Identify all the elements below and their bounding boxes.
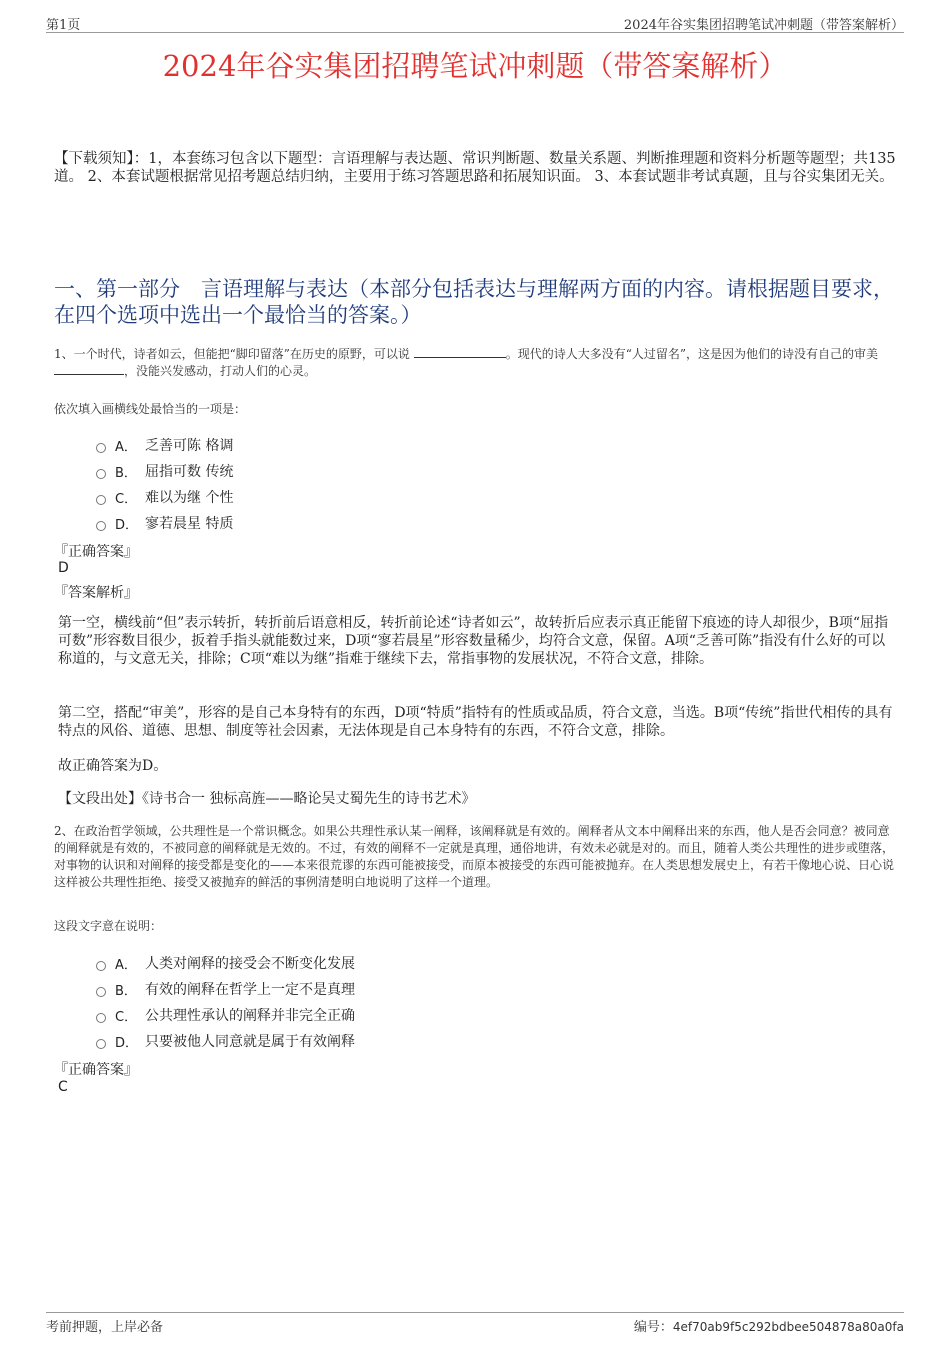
- document-title: 2024年谷实集团招聘笔试冲刺题（带答案解析）: [162, 49, 788, 83]
- option-d[interactable]: D． 只要被他人同意就是属于有效阐释: [96, 1028, 856, 1054]
- option-c[interactable]: C． 难以为继 个性: [96, 484, 856, 510]
- source-note: 【文段出处】《诗书合一 独标高旌——略论吴丈蜀先生的诗书艺术》: [58, 791, 476, 807]
- option-c[interactable]: C． 公共理性承认的阐释并非完全正确: [96, 1002, 856, 1028]
- radio-icon[interactable]: [96, 987, 106, 997]
- document-code: 编号：4ef70ab9f5c292bdbee504878a80a0fa: [633, 1320, 904, 1335]
- radio-icon[interactable]: [96, 961, 106, 971]
- fill-blank-2: [54, 363, 124, 375]
- page-footer: [46, 1312, 904, 1333]
- question-1-stem: [54, 346, 900, 380]
- section-heading: 一、第一部分 言语理解与表达（本部分包括表达与理解两方面的内容。请根据题目要求，在四个选项中选出一个最恰当的答案。）: [54, 277, 894, 327]
- radio-icon[interactable]: [96, 1039, 106, 1049]
- question-1-prompt: 依次填入画横线处最恰当的一项是：: [54, 402, 247, 416]
- question-2-options: [96, 950, 856, 1054]
- header-doc-title: 2024年谷实集团招聘笔试冲刺题（带答案解析）: [623, 18, 904, 33]
- option-a[interactable]: A． 乏善可陈 格调: [96, 432, 856, 458]
- q1-stem-part1: 1、一个时代，诗者如云，但能把“脚印留落”在历史的原野，可以说: [54, 347, 410, 361]
- radio-icon[interactable]: [96, 469, 106, 479]
- option-a[interactable]: A． 人类对阐释的接受会不断变化发展: [96, 950, 856, 976]
- question-2-prompt: 这段文字意在说明：: [54, 919, 163, 933]
- analysis-conclusion: 故正确答案为D。: [58, 758, 168, 774]
- analysis-paragraph: 第一空，横线前“但”表示转折，转折前后语意相反，转折前论述“诗者如云”，故转折后应表示真正能留下痕迹的诗人却很少，B项“屈指可数”形容数目很少，扳着手指头就能数过来，D项“寥若晨星”形容数量稀少，均符合文意，保留。A项“乏善可陈”指没有什么好的可以称道的，与文意无关，排除；C项“难以为继”指难于继续下去，常指事物的发展状况，不符合文意，排除。: [58, 615, 889, 667]
- analysis-paragraph: 第二空，搭配“审美”，形容的是自己本身特有的东西，D项“特质”指特有的性质或品质，符合文意，当选。B项“传统”指世代相传的具有特点的风俗、道德、思想、制度等社会因素，无法体现是自己本身特有的东西，不符合文意，排除。: [58, 705, 893, 739]
- fill-blank-1: [414, 346, 506, 358]
- radio-icon[interactable]: [96, 495, 106, 505]
- option-d[interactable]: D． 寥若晨星 特质: [96, 510, 856, 536]
- question-1-options: [96, 432, 856, 536]
- radio-icon[interactable]: [96, 1013, 106, 1023]
- page-number: 第1页: [46, 18, 81, 33]
- q1-stem-part2: 。现代的诗人大多没有“人过留名”，这是因为他们的诗没有自己的审美: [505, 347, 879, 361]
- radio-icon[interactable]: [96, 443, 106, 453]
- option-b[interactable]: B． 有效的阐释在哲学上一定不是真理: [96, 976, 856, 1002]
- correct-answer: D: [58, 560, 69, 576]
- question-2-stem: 2、在政治哲学领域，公共理性是一个常识概念。如果公共理性承认某一阐释，该阐释就是有效的。阐释者从文本中阐释出来的东西，他人是否会同意？被同意的阐释就是有效的，不被同意的阐释就是无效的。不过，有效的阐释不一定就是真理，通俗地讲，有效未必就是对的。而且，随着人类公共理性的进步或堕落，对事物的认识和对阐释的接受都是变化的——本来很荒谬的东西可能被接受，而原本被接受的东西可能被抛弃。在人类思想发展史上，有若干像地心说、日心说这样被公共理性拒绝、接受又被抛弃的鲜活的事例清楚明白地说明了这样一个道理。: [54, 824, 895, 889]
- page-header: [46, 12, 904, 33]
- correct-answer: C: [58, 1079, 68, 1095]
- radio-icon[interactable]: [96, 521, 106, 531]
- option-b[interactable]: B． 屈指可数 传统: [96, 458, 856, 484]
- q1-stem-part3: ，没能兴发感动，打动人们的心灵。: [124, 364, 317, 378]
- correct-answer-label: 『正确答案』: [54, 1062, 138, 1078]
- download-notice: 【下载须知】：1，本套练习包含以下题型：言语理解与表达题、常识判断题、数量关系题、判断推理题和资料分析题等题型；共135道。 2、本套试题根据常见招考题总结归纳，主要用于练习答题思路和拓展知识面。 3、本套试题非考试真题，且与谷实集团无关。: [54, 151, 896, 185]
- footer-slogan: 考前押题，上岸必备: [46, 1320, 164, 1335]
- correct-answer-label: 『正确答案』: [54, 544, 138, 560]
- analysis-label: 『答案解析』: [54, 585, 138, 601]
